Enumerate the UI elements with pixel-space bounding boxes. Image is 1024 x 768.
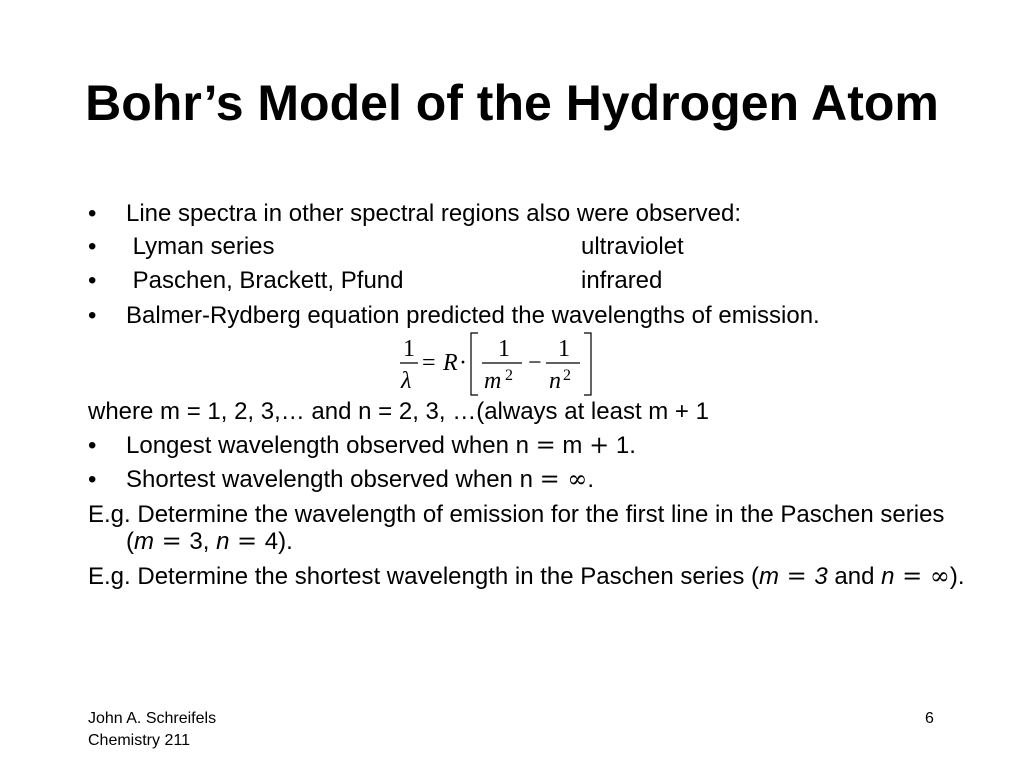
eg2-and: and bbox=[827, 563, 882, 590]
eq-n: n bbox=[549, 368, 561, 394]
eq-minus: − bbox=[528, 350, 542, 376]
eq-dot: · bbox=[459, 350, 467, 376]
example-paschen-shortest bbox=[88, 563, 986, 590]
bullet-line-spectra: Line spectra in other spectral regions also were observed: bbox=[126, 200, 741, 227]
eg1-eq2: = bbox=[229, 527, 265, 555]
eg1-text: E.g. Determine the wavelength of emission for the first line in the Paschen series ( bbox=[88, 501, 945, 555]
eq-m: m bbox=[484, 368, 502, 394]
longest-m: m bbox=[555, 432, 590, 459]
eq-exp-n: 2 bbox=[563, 367, 571, 384]
bullet-balmer-rydberg: Balmer-Rydberg equation predicted the wavelengths of emission. bbox=[126, 302, 820, 329]
eg1-eq1: = bbox=[154, 527, 190, 555]
eg2-end: ). bbox=[949, 563, 965, 590]
longest-end: 1. bbox=[609, 432, 636, 459]
eq-R: R bbox=[443, 350, 458, 376]
eg1-v2: 4). bbox=[264, 528, 293, 555]
infinity-symbol: ∞ bbox=[559, 465, 588, 493]
paschen-series-label: Paschen, Brackett, Pfund bbox=[126, 267, 404, 294]
lyman-series-label: Lyman series bbox=[126, 233, 275, 260]
bullet-shortest-wavelength bbox=[126, 466, 966, 493]
paschen-region: infrared bbox=[581, 267, 663, 294]
longest-text: Longest wavelength observed when n bbox=[126, 432, 536, 459]
eg2-n: n bbox=[881, 563, 895, 590]
rydberg-equation bbox=[398, 330, 598, 398]
eq-exp-m: 2 bbox=[505, 367, 513, 384]
longest-eq-symbol: = bbox=[535, 431, 556, 459]
lyman-region: ultraviolet bbox=[581, 233, 684, 260]
page-number: 6 bbox=[925, 710, 934, 727]
where-line: where m = 1, 2, 3,… and n = 2, 3, …(always at least m + 1 bbox=[88, 398, 709, 425]
longest-plus-symbol: + bbox=[589, 431, 610, 459]
shortest-eq-symbol: = bbox=[539, 465, 560, 493]
eg1-n: n bbox=[216, 528, 230, 555]
bullet-marker: • bbox=[88, 466, 97, 493]
bullet-marker: • bbox=[88, 200, 97, 227]
eg2-v1: 3 bbox=[814, 563, 828, 590]
bullet-marker: • bbox=[88, 233, 97, 260]
eq-one-b: 1 bbox=[558, 336, 570, 362]
eg2-text: E.g. Determine the shortest wavelength in the Paschen series ( bbox=[88, 563, 760, 590]
eg2-eq2: = bbox=[894, 562, 930, 590]
bullet-marker: • bbox=[88, 267, 97, 294]
example-paschen-first-line bbox=[88, 501, 956, 555]
eg2-infinity-symbol: ∞ bbox=[929, 562, 950, 590]
eq-equals: = bbox=[422, 350, 436, 376]
footer-course: Chemistry 211 bbox=[88, 732, 190, 749]
eg2-m: m bbox=[759, 563, 780, 590]
eg1-m: m bbox=[134, 528, 154, 555]
footer-author-block bbox=[88, 708, 216, 752]
eq-one-a: 1 bbox=[498, 336, 510, 362]
shortest-text: Shortest wavelength observed when n bbox=[126, 466, 540, 493]
bullet-longest-wavelength bbox=[126, 432, 966, 459]
shortest-end: . bbox=[587, 466, 594, 493]
bullet-marker: • bbox=[88, 302, 97, 329]
eq-numerator-one: 1 bbox=[403, 336, 415, 362]
bullet-marker: • bbox=[88, 432, 97, 459]
eg2-eq1: = bbox=[779, 562, 815, 590]
slide-title: Bohr’s Model of the Hydrogen Atom bbox=[85, 75, 939, 131]
eq-lambda: λ bbox=[401, 368, 412, 394]
footer-author: John A. Schreifels bbox=[88, 710, 217, 727]
eg1-v1: 3, bbox=[189, 528, 217, 555]
